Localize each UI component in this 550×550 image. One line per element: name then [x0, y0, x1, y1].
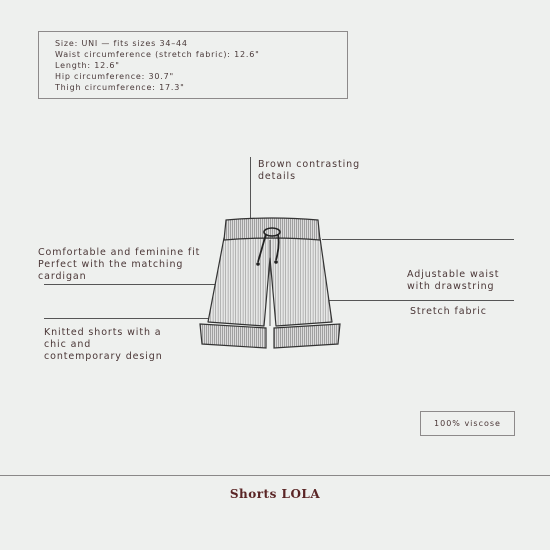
hip-line: Hip circumference: 30.7"	[55, 72, 174, 81]
callout-stretch	[410, 306, 487, 318]
callout-text: details	[258, 171, 296, 182]
size-line: Size: UNI — fits sizes 34–44	[55, 39, 188, 48]
composition-text: 100% viscose	[434, 419, 501, 428]
callout-text: Perfect with the matching	[38, 259, 184, 270]
callout-text: Stretch fabric	[410, 306, 487, 317]
length-line: Length: 12.6"	[55, 61, 120, 70]
callout-text: chic and	[44, 339, 92, 350]
callout-knitted	[44, 327, 163, 363]
callout-text: Knitted shorts with a	[44, 327, 162, 338]
callout-comfortable	[38, 247, 200, 283]
callout-text: Comfortable and feminine fit	[38, 247, 201, 258]
callout-text: Adjustable waist	[407, 269, 500, 280]
thigh-line: Thigh circumference: 17.3"	[55, 83, 185, 92]
callout-text: Brown contrasting	[258, 159, 361, 170]
waist-line: Waist circumference (stretch fabric): 12.6"	[55, 50, 260, 59]
composition-box	[420, 411, 515, 436]
callout-adjustable	[407, 269, 499, 293]
callout-text: contemporary design	[44, 351, 163, 362]
product-title: Shorts LOLA	[229, 487, 321, 501]
shorts-illustration	[190, 210, 350, 360]
leader-line-adjustable	[322, 239, 514, 240]
callout-text: with drawstring	[407, 281, 495, 292]
callout-brown-details	[258, 159, 360, 183]
footer-divider	[0, 475, 550, 476]
callout-text: cardigan	[38, 271, 87, 282]
size-info-box	[38, 31, 348, 99]
